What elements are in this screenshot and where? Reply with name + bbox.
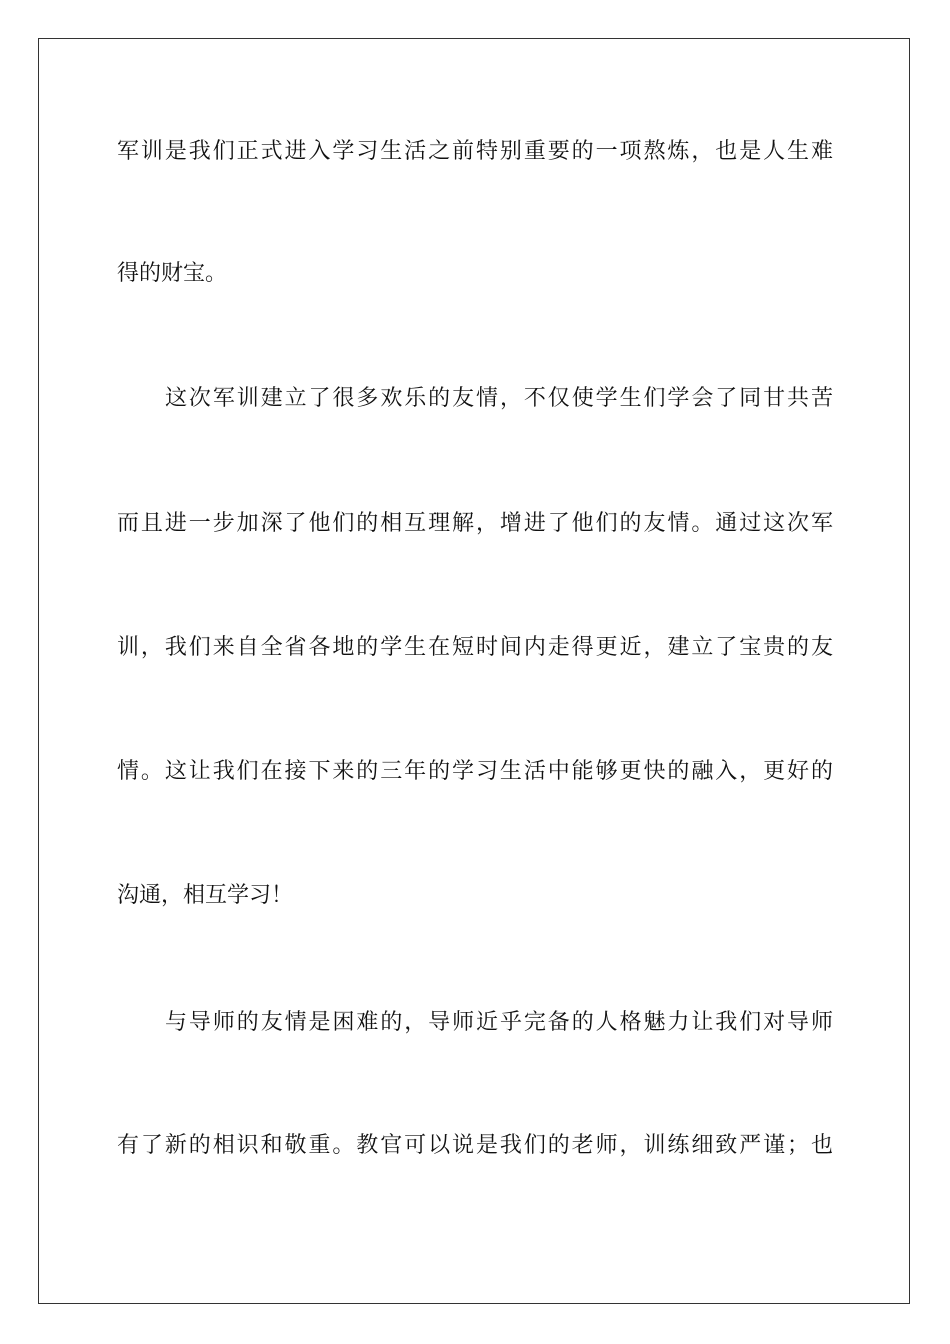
paragraph-3-line-2: 有了新的相识和敬重。教官可以说是我们的老师，训练细致严谨；也	[117, 1133, 833, 1158]
page-border	[38, 38, 910, 1304]
paragraph-2-line-3: 训，我们来自全省各地的学生在短时间内走得更近，建立了宝贵的友	[117, 635, 833, 660]
paragraph-1-line-1: 军训是我们正式进入学习生活之前特别重要的一项熬炼，也是人生难	[117, 139, 833, 164]
paragraph-2-line-2: 而且进一步加深了他们的相互理解，增进了他们的友情。通过这次军	[117, 511, 833, 536]
paragraph-2-line-1: 这次军训建立了很多欢乐的友情，不仅使学生们学会了同甘共苦	[165, 386, 833, 411]
paragraph-3-line-1: 与导师的友情是困难的，导师近乎完备的人格魅力让我们对导师	[165, 1010, 833, 1035]
paragraph-1-line-2: 得的财宝。	[117, 261, 228, 286]
paragraph-2-line-5: 沟通，相互学习！	[117, 883, 294, 908]
paragraph-2-line-4: 情。这让我们在接下来的三年的学习生活中能够更快的融入，更好的	[117, 759, 833, 784]
